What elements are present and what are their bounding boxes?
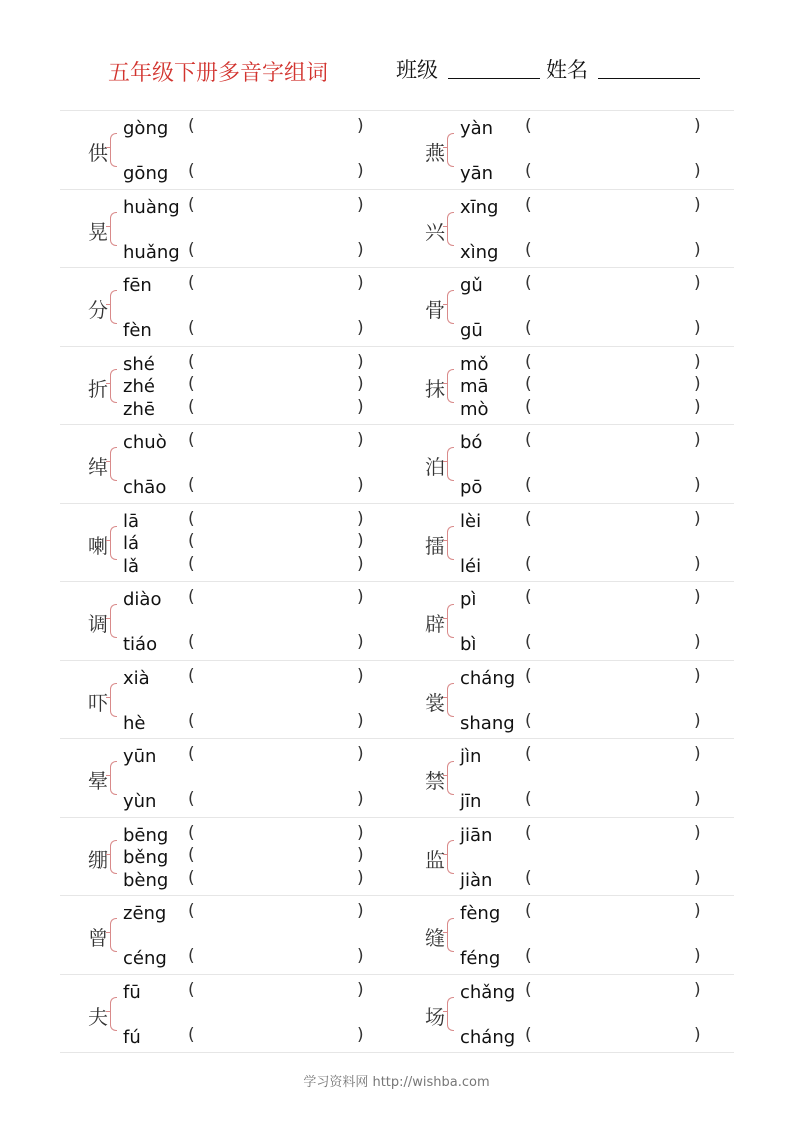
close-paren: ): [694, 867, 701, 888]
close-paren: ): [357, 475, 364, 495]
table-row: [60, 189, 734, 268]
pinyin-label: gū: [460, 320, 483, 341]
open-paren: (: [188, 979, 195, 1000]
reading-line[interactable]: [397, 822, 734, 847]
polyphone-entry: [397, 111, 734, 189]
pinyin-label: fū: [123, 981, 141, 1003]
reading-line[interactable]: [60, 948, 397, 970]
polyphone-entry: [397, 975, 734, 1053]
open-paren: (: [525, 194, 532, 215]
reading-line[interactable]: [397, 553, 734, 578]
character: 夫: [88, 1004, 108, 1029]
polyphone-entry: [397, 347, 734, 425]
polyphone-entry: [60, 268, 397, 346]
close-paren: ): [694, 194, 701, 215]
open-paren: (: [525, 946, 532, 966]
character: 裳: [425, 690, 445, 715]
character: 监: [425, 847, 445, 872]
pinyin-label: lèi: [460, 510, 482, 532]
table-row: [60, 738, 734, 817]
close-paren: ): [694, 632, 701, 652]
pinyin-label: běng: [123, 846, 169, 868]
pinyin-label: bèng: [123, 869, 169, 891]
reading-line[interactable]: [60, 275, 397, 297]
close-paren: ): [694, 396, 701, 417]
character: 骨: [425, 298, 445, 322]
close-paren: ): [357, 508, 364, 529]
reading-line[interactable]: [60, 710, 397, 735]
close-paren: ): [357, 867, 364, 888]
reading-line[interactable]: [397, 275, 734, 297]
table-row: [60, 424, 734, 503]
table-row: [60, 895, 734, 974]
class-blank[interactable]: [448, 78, 540, 79]
open-paren: (: [188, 530, 195, 551]
table-row: [60, 110, 734, 189]
open-paren: (: [188, 901, 195, 921]
pinyin-label: shang: [460, 712, 515, 734]
pinyin-label: lā: [123, 510, 140, 532]
close-paren: ): [694, 946, 701, 966]
reading-line[interactable]: [60, 746, 397, 768]
character: 供: [88, 141, 108, 165]
close-paren: ): [694, 161, 701, 181]
open-paren: (: [188, 239, 195, 260]
pinyin-label: zhē: [123, 398, 155, 420]
reading-line[interactable]: [60, 508, 397, 533]
pinyin-label: mā: [460, 375, 489, 397]
pinyin-label: pō: [460, 477, 483, 498]
table-row: [60, 503, 734, 582]
character: 调: [88, 612, 108, 636]
reading-line[interactable]: [397, 194, 734, 219]
open-paren: (: [188, 116, 195, 136]
polyphone-entry: [397, 661, 734, 739]
pinyin-label: tiáo: [123, 634, 158, 655]
reading-line[interactable]: [397, 163, 734, 185]
open-paren: (: [525, 901, 532, 921]
open-paren: (: [525, 1024, 532, 1045]
close-paren: ): [357, 273, 364, 293]
open-paren: (: [188, 351, 195, 372]
character: 辟: [425, 612, 445, 636]
polyphone-entry: [60, 582, 397, 660]
close-paren: ): [357, 822, 364, 843]
character: 兴: [425, 219, 445, 244]
table-row: [60, 974, 734, 1054]
open-paren: (: [188, 508, 195, 529]
reading-line[interactable]: [397, 665, 734, 690]
pinyin-label: fú: [123, 1026, 141, 1048]
pinyin-label: jìn: [460, 746, 482, 767]
table-row: [60, 581, 734, 660]
open-paren: (: [525, 430, 532, 450]
close-paren: ): [694, 587, 701, 607]
table-row: [60, 660, 734, 739]
reading-line[interactable]: [397, 373, 734, 398]
polyphone-entry: [397, 504, 734, 582]
close-paren: ): [357, 553, 364, 574]
footer-source: 学习资料网 http://wishba.com: [303, 1075, 490, 1090]
reading-line[interactable]: [397, 634, 734, 656]
polyphone-entry: [60, 111, 397, 189]
pinyin-label: xìng: [460, 241, 499, 263]
polyphone-entry: [397, 818, 734, 896]
open-paren: (: [525, 979, 532, 1000]
reading-line[interactable]: [397, 903, 734, 925]
pinyin-label: gōng: [123, 163, 169, 184]
reading-line[interactable]: [60, 163, 397, 185]
close-paren: ): [694, 789, 701, 809]
open-paren: (: [525, 632, 532, 652]
close-paren: ): [357, 710, 364, 731]
close-paren: ): [357, 430, 364, 450]
pinyin-label: mǒ: [460, 353, 489, 375]
open-paren: (: [188, 632, 195, 652]
polyphone-entry: [60, 739, 397, 817]
character: 折: [88, 376, 108, 401]
polyphone-entry: [60, 504, 397, 582]
pinyin-label: chǎng: [460, 981, 516, 1003]
open-paren: (: [188, 161, 195, 181]
character: 分: [88, 298, 108, 322]
close-paren: ): [357, 116, 364, 136]
pinyin-label: chāo: [123, 477, 167, 498]
character: 抹: [425, 376, 445, 401]
pinyin-label: yān: [460, 163, 494, 184]
character: 喇: [88, 533, 108, 558]
pinyin-label: hè: [123, 712, 146, 734]
close-paren: ): [357, 351, 364, 372]
close-paren: ): [694, 116, 701, 136]
polyphone-entry: [60, 425, 397, 503]
open-paren: (: [188, 430, 195, 450]
pinyin-label: huàng: [123, 196, 180, 218]
open-paren: (: [525, 396, 532, 417]
pinyin-label: fèng: [460, 903, 501, 924]
polyphone-entry: [60, 818, 397, 896]
open-paren: (: [525, 710, 532, 731]
open-paren: (: [188, 844, 195, 865]
pinyin-label: bó: [460, 432, 483, 453]
open-paren: (: [188, 194, 195, 215]
reading-line[interactable]: [397, 589, 734, 611]
reading-line[interactable]: [397, 320, 734, 342]
polyphone-entry: [60, 896, 397, 974]
reading-line[interactable]: [60, 373, 397, 398]
close-paren: ): [694, 239, 701, 260]
character: 曾: [88, 926, 108, 950]
close-paren: ): [357, 901, 364, 921]
open-paren: (: [188, 396, 195, 417]
pinyin-label: lǎ: [123, 555, 140, 577]
pinyin-label: mò: [460, 398, 489, 420]
polyphone-entry: [397, 739, 734, 817]
open-paren: (: [188, 710, 195, 731]
pinyin-label: cháng: [460, 667, 516, 689]
worksheet-title: 五年级下册多音字组词: [108, 61, 329, 86]
open-paren: (: [525, 822, 532, 843]
pinyin-label: zhé: [123, 375, 155, 397]
close-paren: ): [694, 822, 701, 843]
reading-line[interactable]: [60, 665, 397, 690]
character: 场: [425, 1004, 445, 1029]
pinyin-label: bēng: [123, 824, 169, 846]
close-paren: ): [357, 665, 364, 686]
name-blank[interactable]: [598, 78, 700, 79]
open-paren: (: [188, 475, 195, 495]
close-paren: ): [357, 632, 364, 652]
close-paren: ): [694, 744, 701, 764]
reading-line[interactable]: [397, 979, 734, 1004]
polyphone-entry: [397, 582, 734, 660]
pinyin-label: gǔ: [460, 275, 483, 296]
open-paren: (: [525, 508, 532, 529]
open-paren: (: [188, 665, 195, 686]
reading-line[interactable]: [60, 822, 397, 847]
close-paren: ): [357, 789, 364, 809]
close-paren: ): [694, 508, 701, 529]
open-paren: (: [188, 273, 195, 293]
name-label: 姓名: [546, 58, 588, 82]
polyphone-entry: [60, 661, 397, 739]
reading-line[interactable]: [60, 194, 397, 219]
reading-line[interactable]: [397, 239, 734, 264]
reading-line[interactable]: [397, 791, 734, 813]
character: 晃: [88, 219, 108, 244]
reading-line[interactable]: [60, 239, 397, 264]
open-paren: (: [188, 946, 195, 966]
open-paren: (: [525, 351, 532, 372]
pinyin-label: fèn: [123, 320, 152, 341]
polyphone-entry: [397, 190, 734, 268]
polyphone-entry: [60, 347, 397, 425]
character: 燕: [425, 141, 445, 165]
close-paren: ): [694, 273, 701, 293]
open-paren: (: [525, 318, 532, 338]
pinyin-label: jiān: [460, 824, 493, 846]
open-paren: (: [188, 373, 195, 394]
close-paren: ): [357, 946, 364, 966]
pinyin-label: yūn: [123, 746, 157, 767]
open-paren: (: [188, 789, 195, 809]
open-paren: (: [188, 587, 195, 607]
polyphone-entry: [397, 268, 734, 346]
pinyin-label: lá: [123, 532, 140, 554]
pinyin-label: fēn: [123, 275, 152, 296]
pinyin-label: diào: [123, 589, 162, 610]
pinyin-label: xīng: [460, 196, 499, 218]
pinyin-label: zēng: [123, 903, 167, 924]
reading-line[interactable]: [397, 710, 734, 735]
pinyin-label: yàn: [460, 118, 494, 139]
open-paren: (: [525, 665, 532, 686]
close-paren: ): [694, 318, 701, 338]
pinyin-label: léi: [460, 555, 482, 577]
table-row: [60, 346, 734, 425]
open-paren: (: [525, 239, 532, 260]
pinyin-label: xià: [123, 667, 150, 689]
close-paren: ): [694, 710, 701, 731]
reading-line[interactable]: [397, 867, 734, 892]
open-paren: (: [525, 744, 532, 764]
open-paren: (: [188, 867, 195, 888]
open-paren: (: [188, 744, 195, 764]
character: 缝: [425, 926, 445, 950]
reading-line[interactable]: [60, 1024, 397, 1049]
reading-line[interactable]: [397, 118, 734, 140]
close-paren: ): [357, 530, 364, 551]
character: 吓: [88, 690, 108, 715]
polyphone-entry: [60, 190, 397, 268]
pinyin-label: huǎng: [123, 241, 180, 263]
open-paren: (: [188, 318, 195, 338]
close-paren: ): [694, 979, 701, 1000]
open-paren: (: [525, 553, 532, 574]
pinyin-label: jiàn: [460, 869, 493, 891]
table-row: [60, 267, 734, 346]
reading-line[interactable]: [397, 351, 734, 376]
reading-line[interactable]: [60, 634, 397, 656]
table-row: [60, 817, 734, 896]
close-paren: ): [357, 318, 364, 338]
polyphone-grid: [60, 110, 734, 1053]
reading-line[interactable]: [397, 948, 734, 970]
open-paren: (: [188, 822, 195, 843]
close-paren: ): [694, 665, 701, 686]
close-paren: ): [357, 844, 364, 865]
close-paren: ): [357, 239, 364, 260]
character: 擂: [425, 533, 445, 558]
pinyin-label: jīn: [460, 791, 482, 812]
reading-line[interactable]: [397, 432, 734, 454]
close-paren: ): [694, 430, 701, 450]
reading-line[interactable]: [60, 791, 397, 813]
polyphone-entry: [397, 425, 734, 503]
open-paren: (: [525, 587, 532, 607]
open-paren: (: [188, 1024, 195, 1045]
reading-line[interactable]: [60, 320, 397, 342]
class-label: 班级: [396, 58, 438, 82]
close-paren: ): [357, 194, 364, 215]
reading-line[interactable]: [60, 553, 397, 578]
reading-line[interactable]: [60, 979, 397, 1004]
close-paren: ): [357, 979, 364, 1000]
character: 泊: [425, 455, 445, 479]
close-paren: ): [694, 351, 701, 372]
reading-line[interactable]: [60, 118, 397, 140]
character: 绷: [88, 847, 108, 872]
reading-line[interactable]: [60, 903, 397, 925]
pinyin-label: gòng: [123, 118, 169, 139]
close-paren: ): [694, 553, 701, 574]
reading-line[interactable]: [397, 1024, 734, 1049]
character: 绰: [88, 455, 108, 479]
reading-line[interactable]: [60, 867, 397, 892]
close-paren: ): [694, 901, 701, 921]
reading-line[interactable]: [60, 530, 397, 555]
reading-line[interactable]: [60, 477, 397, 499]
close-paren: ): [694, 475, 701, 495]
character: 禁: [425, 769, 445, 793]
open-paren: (: [525, 475, 532, 495]
close-paren: ): [357, 373, 364, 394]
pinyin-label: yùn: [123, 791, 157, 812]
reading-line[interactable]: [60, 432, 397, 454]
reading-line[interactable]: [397, 477, 734, 499]
reading-line[interactable]: [397, 508, 734, 533]
reading-line[interactable]: [60, 844, 397, 869]
close-paren: ): [357, 744, 364, 764]
pinyin-label: shé: [123, 353, 155, 375]
close-paren: ): [357, 161, 364, 181]
close-paren: ): [694, 373, 701, 394]
open-paren: (: [525, 789, 532, 809]
pinyin-label: cháng: [460, 1026, 516, 1048]
pinyin-label: céng: [123, 948, 167, 969]
polyphone-entry: [60, 975, 397, 1053]
open-paren: (: [525, 373, 532, 394]
character: 晕: [88, 769, 108, 793]
close-paren: ): [357, 396, 364, 417]
pinyin-label: pì: [460, 589, 477, 610]
polyphone-entry: [397, 896, 734, 974]
pinyin-label: féng: [460, 948, 501, 969]
reading-line[interactable]: [60, 351, 397, 376]
close-paren: ): [357, 587, 364, 607]
open-paren: (: [525, 867, 532, 888]
reading-line[interactable]: [60, 396, 397, 421]
open-paren: (: [525, 116, 532, 136]
reading-line[interactable]: [397, 746, 734, 768]
pinyin-label: bì: [460, 634, 477, 655]
pinyin-label: chuò: [123, 432, 167, 453]
open-paren: (: [188, 553, 195, 574]
reading-line[interactable]: [60, 589, 397, 611]
open-paren: (: [525, 273, 532, 293]
close-paren: ): [357, 1024, 364, 1045]
open-paren: (: [525, 161, 532, 181]
reading-line[interactable]: [397, 396, 734, 421]
page-header: [0, 52, 793, 88]
close-paren: ): [694, 1024, 701, 1045]
